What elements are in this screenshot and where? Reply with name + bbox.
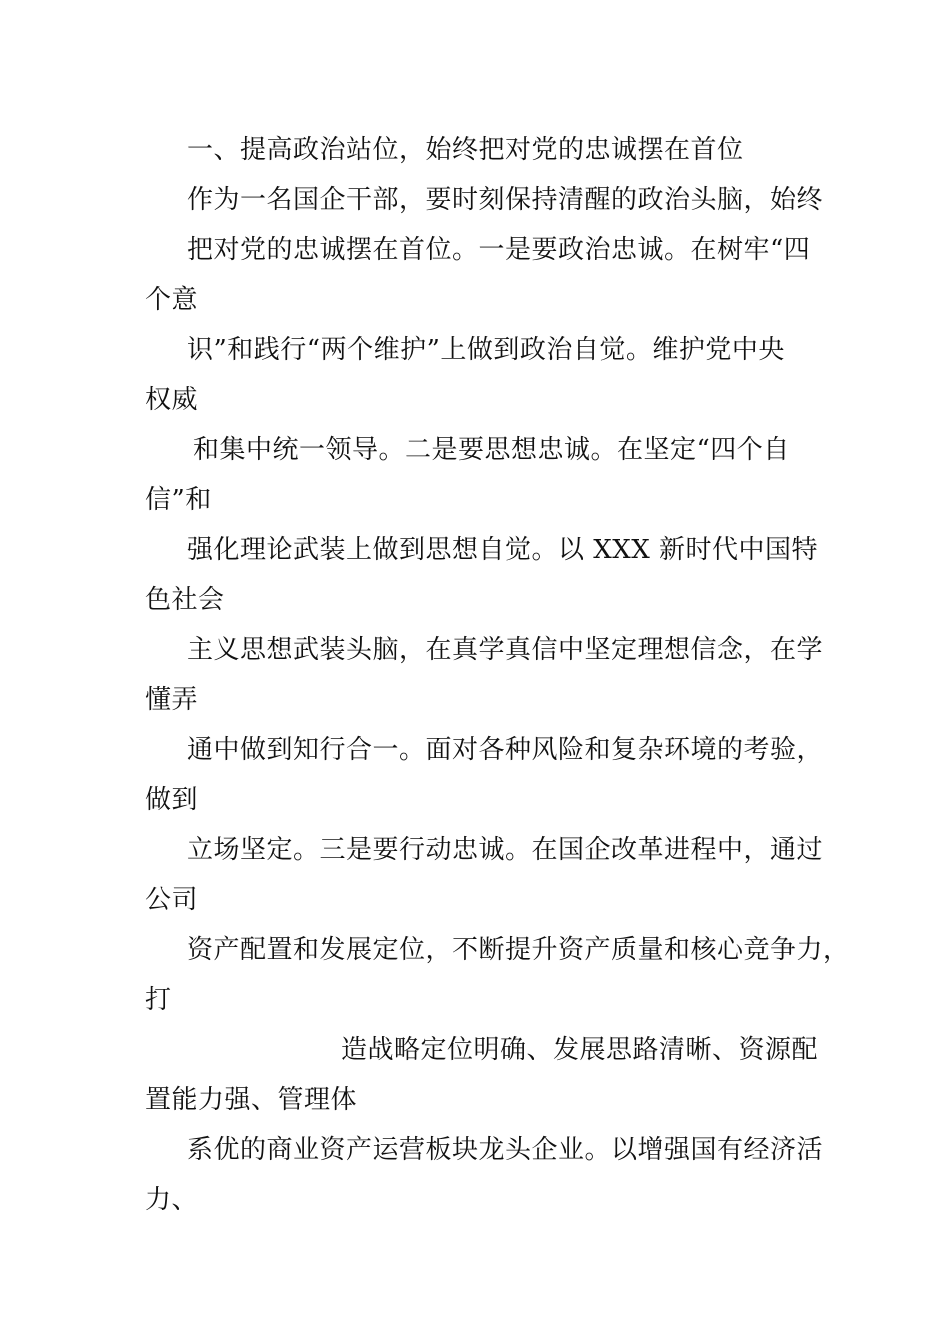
text-line: 置能力强、管理体 — [145, 1085, 358, 1115]
text-line: 主义思想武装头脑，在真学真信中坚定理想信念，在学 — [187, 635, 824, 665]
text-line: 资产配置和发展定位，不断提升资产质量和核心竞争力， — [187, 935, 850, 965]
text-line: 识”和践行“两个维护”上做到政治自觉。维护党中央 — [187, 335, 785, 365]
text-line: 个意 — [145, 285, 199, 315]
text-line: 懂弄 — [145, 685, 199, 715]
text-line: 做到 — [145, 785, 199, 815]
text-line: 公司 — [145, 885, 199, 915]
text-line: 造战略定位明确、发展思路清晰、资源配 — [341, 1035, 819, 1065]
text-line: 色社会 — [145, 585, 225, 615]
text-line: 把对党的忠诚摆在首位。一是要政治忠诚。在树牢“四 — [187, 235, 811, 265]
text-line: 立场坚定。三是要行动忠诚。在国企改革进程中，通过 — [187, 835, 824, 865]
text-line: 通中做到知行合一。面对各种风险和复杂环境的考验， — [187, 735, 824, 765]
section-heading: 一、提高政治站位，始终把对党的忠诚摆在首位 — [187, 135, 744, 165]
text-line: 打 — [145, 985, 172, 1015]
text-line: 信”和 — [145, 485, 212, 515]
text-line: 权威 — [145, 385, 199, 415]
text-line: 力、 — [145, 1185, 199, 1215]
text-line: 和集中统一领导。二是要思想忠诚。在坚定“四个自 — [193, 435, 790, 465]
text-line: 强化理论武装上做到思想自觉。以 XXX 新时代中国特 — [187, 535, 819, 565]
text-line: 系优的商业资产运营板块龙头企业。以增强国有经济活 — [187, 1135, 824, 1165]
text-line: 作为一名国企干部，要时刻保持清醒的政治头脑，始终 — [187, 185, 824, 215]
